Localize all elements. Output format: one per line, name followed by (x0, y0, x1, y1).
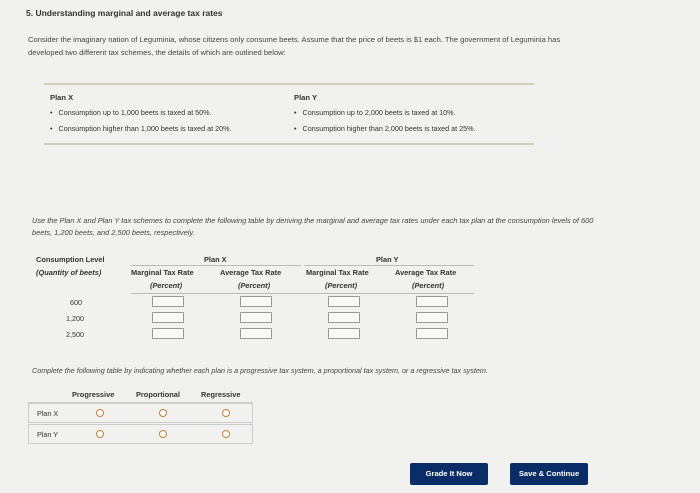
x-average-unit: (Percent) (238, 281, 271, 290)
level-2500: 2,500 (66, 330, 84, 339)
level-1200: 1,200 (66, 314, 84, 323)
y-average-header: Average Tax Rate (395, 268, 457, 277)
y-average-unit: (Percent) (412, 281, 445, 290)
header-bottom-rule (131, 293, 474, 294)
plan-x-details (50, 93, 232, 140)
plan-x-header: Plan X (204, 255, 227, 264)
plan-y-details (294, 93, 476, 140)
x-average-header: Average Tax Rate (220, 268, 282, 277)
plan-x-regressive-radio[interactable] (222, 409, 230, 417)
x-average-1200-input[interactable] (240, 312, 272, 323)
plan-x-title: Plan X (50, 93, 74, 102)
x-average-2500-input[interactable] (240, 328, 272, 339)
plan-y-bullet: • Consumption higher than 2,000 beets is taxed at 25%. (294, 124, 476, 133)
question-title: 5. Understanding marginal and average tax rates (26, 8, 223, 18)
x-marginal-2500-input[interactable] (152, 328, 184, 339)
plan-y-header: Plan Y (376, 255, 399, 264)
plans-box (44, 83, 534, 145)
row-label-plan-x: Plan X (37, 409, 59, 418)
x-marginal-header: Marginal Tax Rate (131, 268, 194, 277)
classification-row-plan-y (28, 424, 253, 444)
grade-it-now-button[interactable]: Grade It Now (410, 463, 488, 485)
row-label-plan-y: Plan Y (37, 430, 59, 439)
save-and-continue-button[interactable]: Save & Continue (510, 463, 588, 485)
plan-x-bullet: • Consumption higher than 1,000 beets is taxed at 20%. (50, 124, 232, 133)
plan-y-proportional-radio[interactable] (159, 430, 167, 438)
plan-x-rule (131, 265, 301, 266)
classification-instructions: Complete the following table by indicating whether each plan is a progressive tax system, a proportional tax system, or a regressive tax system. (32, 366, 488, 375)
col-header-level-sub: (Quantity of beets) (36, 268, 102, 277)
plan-y-progressive-radio[interactable] (96, 430, 104, 438)
question-intro: Consider the imaginary nation of Leguminia, whose citizens only consume beets. Assume that the price of beets is $1 each. The government of Leguminia has developed two different tax schemes, the details of which are outlined below: (28, 35, 561, 57)
col-regressive: Regressive (201, 390, 241, 399)
classification-table (28, 386, 253, 444)
y-average-2500-input[interactable] (416, 328, 448, 339)
plan-y-bullet: • Consumption up to 2,000 beets is taxed at 10%. (294, 108, 476, 117)
table-instructions: Use the Plan X and Plan Y tax schemes to complete the following table by deriving the marginal and average tax rates under each tax plan at the consumption levels of 600 beets, 1,200 beets, and 2,500 beets, respectively. (32, 216, 594, 237)
level-600: 600 (70, 298, 82, 307)
x-marginal-600-input[interactable] (152, 296, 184, 307)
classification-row-plan-x (28, 403, 253, 423)
plan-y-title: Plan Y (294, 93, 318, 102)
y-marginal-600-input[interactable] (328, 296, 360, 307)
col-progressive: Progressive (72, 390, 115, 399)
x-marginal-1200-input[interactable] (152, 312, 184, 323)
y-marginal-2500-input[interactable] (328, 328, 360, 339)
plan-y-regressive-radio[interactable] (222, 430, 230, 438)
col-proportional: Proportional (136, 390, 180, 399)
col-header-level: Consumption Level (36, 255, 105, 264)
y-marginal-header: Marginal Tax Rate (306, 268, 369, 277)
y-average-1200-input[interactable] (416, 312, 448, 323)
plan-y-rule (304, 265, 474, 266)
plan-x-progressive-radio[interactable] (96, 409, 104, 417)
plan-x-bullet: • Consumption up to 1,000 beets is taxed at 50%. (50, 108, 232, 117)
plan-x-proportional-radio[interactable] (159, 409, 167, 417)
y-marginal-1200-input[interactable] (328, 312, 360, 323)
x-average-600-input[interactable] (240, 296, 272, 307)
x-marginal-unit: (Percent) (150, 281, 183, 290)
tax-rates-table (34, 253, 474, 343)
y-average-600-input[interactable] (416, 296, 448, 307)
y-marginal-unit: (Percent) (325, 281, 358, 290)
